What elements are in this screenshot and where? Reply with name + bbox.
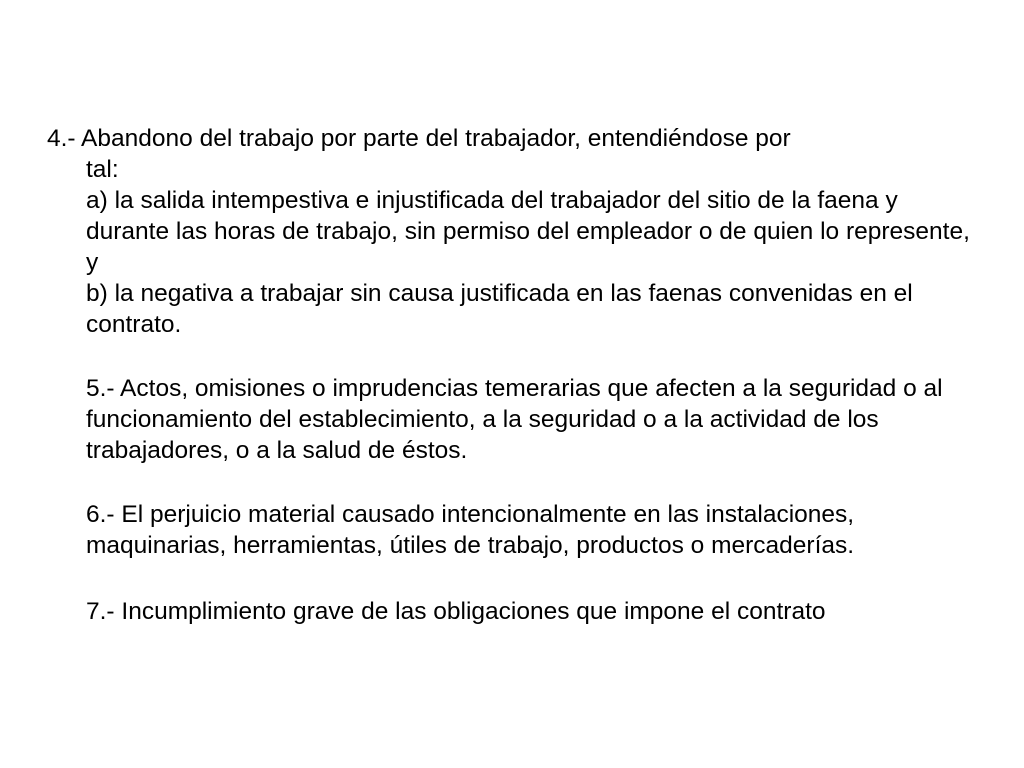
item-4-point-a: a) la salida intempestiva e injustificada del trabajador del sitio de la faena y durante las horas de trabajo, sin permiso del empleador o de quien lo represente, y [86, 187, 970, 276]
slide-content [47, 123, 977, 627]
item-4 [47, 123, 977, 340]
item-5-text: 5.- Actos, omisiones o imprudencias temerarias que afecten a la seguridad o al funcionamiento del establecimiento, a la seguridad o a la actividad de los trabajadores, o a la salud de éstos. [86, 375, 943, 464]
item-7 [47, 596, 977, 627]
item-6-text: 6.- El perjuicio material causado intencionalmente en las instalaciones, maquinarias, herramientas, útiles de trabajo, productos o mercaderías. [86, 501, 855, 559]
item-4-heading-line2: tal: [86, 156, 119, 183]
item-5 [47, 373, 977, 466]
item-4-point-b: b) la negativa a trabajar sin causa justificada en las faenas convenidas en el contrato. [86, 280, 913, 338]
item-6 [47, 499, 977, 561]
item-7-text: 7.- Incumplimiento grave de las obligaciones que impone el contrato [86, 598, 826, 625]
item-4-heading-line1: 4.- Abandono del trabajo por parte del trabajador, entendiéndose por [47, 125, 791, 152]
